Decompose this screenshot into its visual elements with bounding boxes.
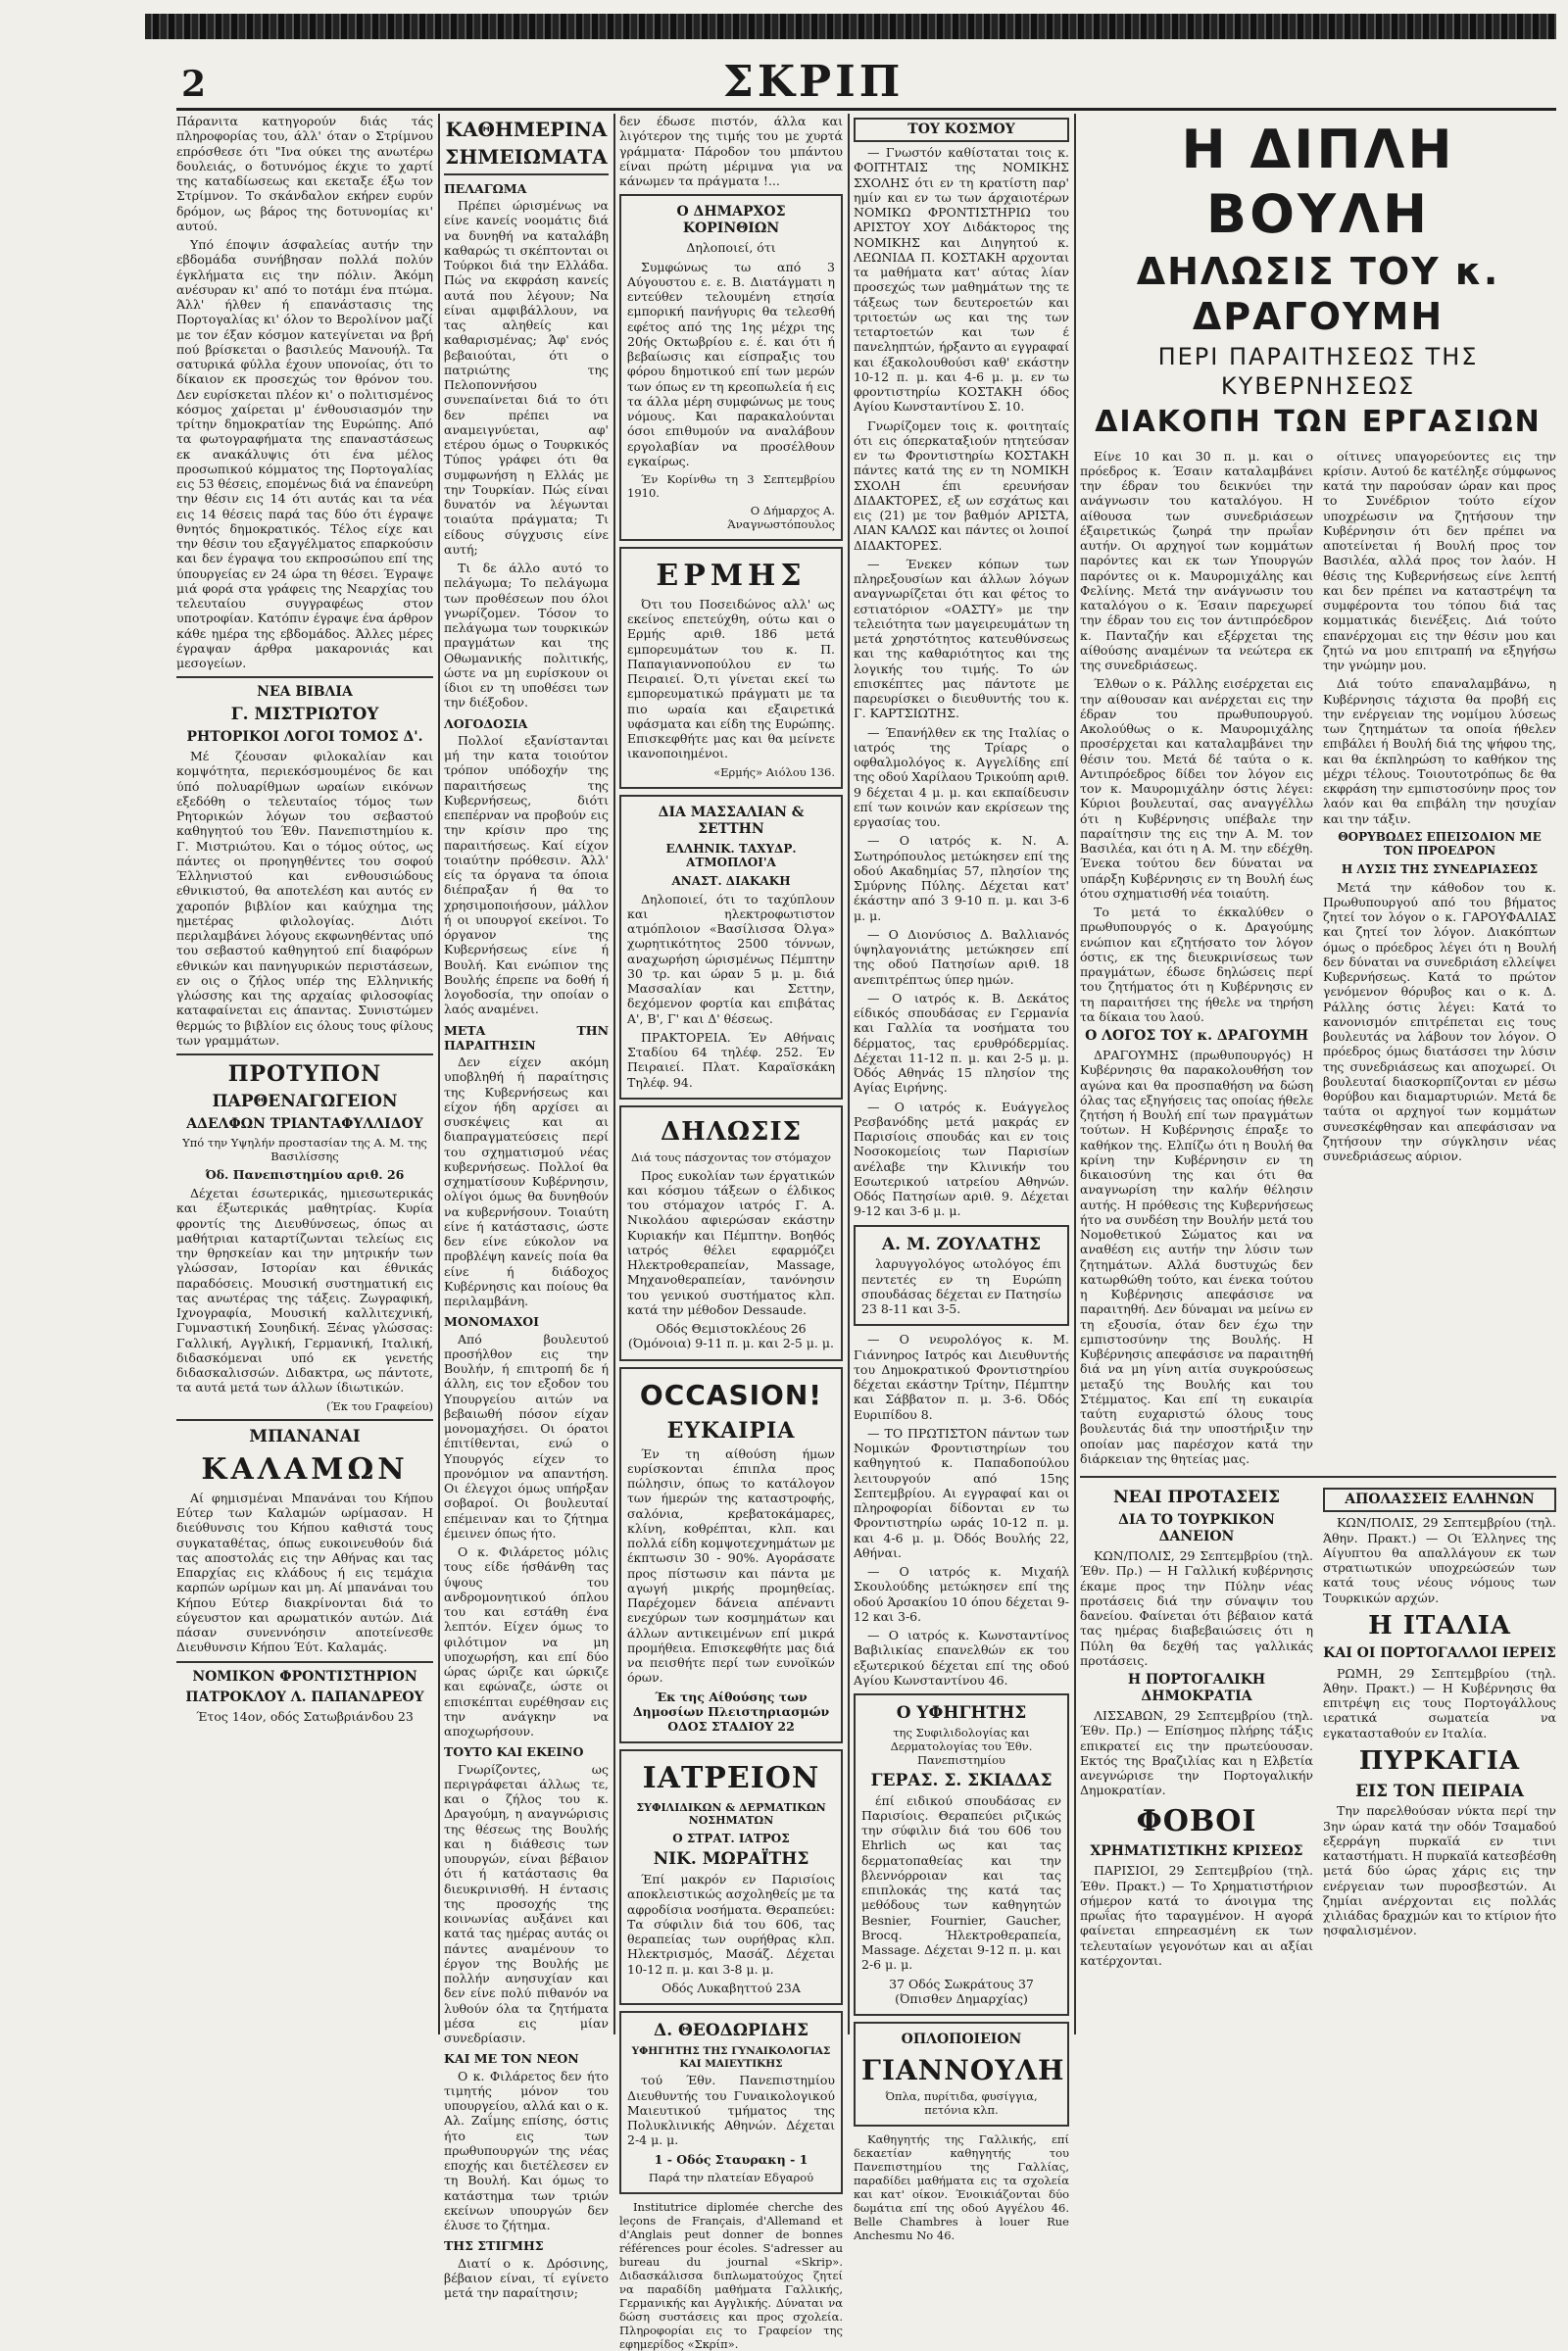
masthead: ΣΚΡΙΠ <box>722 57 905 107</box>
ad-address: Όδ. Πανεπιστημίου αριθ. 26 <box>205 1166 405 1182</box>
article-heading: Η ΛΥΣΙΣ ΤΗΣ ΣΥΝΕΔΡΙΑΣΕΩΣ <box>1341 862 1539 877</box>
telegram-title: ΧΡΗΜΑΤΙΣΤΙΚΗΣ ΚΡΙΣΕΩΣ <box>1090 1843 1303 1860</box>
ad-box <box>619 795 843 1100</box>
ad-address: ΠΡΑΚΤΟΡΕΙΑ. Έν Αθήναις Σταδίου 64 τηλέφ. 252. Έν Πειραιεί. Πλατ. Καραϊσκάκη Τηλέφ. 94. <box>627 1029 835 1090</box>
ad-text: Αί φημισμέναι Μπανάναι του Κήπου Εύτερ των Καλαμών ωρίμασαν. Η διεύθυνσις του Κήπου καθιστά τους συγκαταθέτας, όπως ευκοινευθούν διά τας αποστολάς εις την Αθήνας και τας Επαρχίας εις κλάδους ή εις τεμάχια καρπών ωρίμων και μη. Αί μπανάναι του Κήπου Εύτερ διακρίνονται διά το εύγευστον και αρωματικόν αυτών. Διά πάσαν συνεννόησιν αποτείνεσθε Διευθυνσιν Κήπου Έύτ. Καλαμάς. <box>176 1490 433 1655</box>
article-text: — Έπανήλθεν εκ της Ιταλίας ο ιατρός της Τρίαρς ο οφθαλμολόγος κ. Αγγελίδης επί της οδού Χαρίλαου Τρικούπη αριθ. 9 δέχεται 4 μ. μ. και εκπαίδευσιν επί των κοινών καν εκρίσεων της εργασίας του. <box>854 724 1069 830</box>
telegrams <box>1080 1484 1556 1972</box>
telegram-title: ΠΥΡΚΑΓΙΑ <box>1358 1745 1521 1776</box>
ad-title: Ο ΣΤΡΑΤ. ΙΑΤΡΟΣ <box>672 1831 790 1845</box>
ad-title: ΕΥΚΑΙΡΙΑ <box>666 1417 796 1444</box>
notice-box <box>619 194 843 541</box>
ad-subtitle: Υπό την Υψηλήν προστασίαν της Α. Μ. της Βασιλίσσης <box>182 1135 427 1163</box>
ad-title: ΥΦΗΓΗΤΗΣ ΤΗΣ ΓΥΝΑΙΚΟΛΟΓΙΑΣ ΚΑΙ ΜΑΙΕΥΤΙΚΗΣ <box>631 2044 831 2070</box>
telegram-title: ΔΙΑ ΤΟ ΤΟΥΡΚΙΚΟΝ ΔΑΝΕΙΟΝ <box>1118 1511 1275 1544</box>
ad-address: Οδός Λυκαβηττού 23Α <box>662 1980 801 1995</box>
section-heading: ΝΕΑ ΒΙΒΛΙΑ <box>257 684 353 701</box>
ad-address: Έκ της Αίθούσης των Δημοσίων Πλειστηριασμών ΟΔΟΣ ΣΤΑΔΙΟΥ 22 <box>632 1689 830 1735</box>
ad-subtitle: Όπλα, πυρίτιδα, φυσίγγια, πετόνια κλπ. <box>885 2089 1038 2118</box>
divider <box>1080 1476 1556 1478</box>
section-banner: ΣΗΜΕΙΩΜΑΤΑ <box>444 145 609 174</box>
section-banner: ΚΑΘΗΜΕΡΙΝΑ <box>445 118 608 141</box>
column-divider <box>613 114 615 2034</box>
telegram-text: ΚΩΝ/ΠΟΛΙΣ, 29 Σεπτεμβρίου (τηλ. Άθην. Πρακτ.) — Οι Έλληνες της Αίγυπτου θα απαλλάγουν εκ των στρατιωτικών υποχρεώσεών των κατά τους νέους νόμους των Τουρκικών αρχών. <box>1323 1515 1556 1605</box>
ad-title: ΠΑΡΘΕΝΑΓΩΓΕΙΟΝ <box>212 1091 398 1111</box>
ad-box <box>619 2011 843 2194</box>
article-text: — Ο ιατρός κ. Ευάγγελος Ρεσβανόδης μετά μακράς εν Παρισίοις σπουδάς και εν τοις Νοσοκομείοις των Παρισίων ανέλαβε την Κλινικήν του Εσωτερικού ιατρείου Αθηνών. Οδός Πατησίων αριθ. 9. Δέχεται 9-12 και 3-6 μ. μ. <box>854 1099 1069 1219</box>
article-heading: ΘΟΡΥΒΩΔΕΣ ΕΠΕΙΣΟΔΙΟΝ ΜΕ ΤΟΝ ΠΡΟΕΔΡΟΝ <box>1338 829 1542 858</box>
ad-title: ΔΗΛΩΣΙΣ <box>661 1116 802 1147</box>
ad-text: Έτος 14ον, οδός Σατωβριάνδου 23 <box>196 1708 414 1724</box>
ad-title: ΓΕΡΑΣ. Σ. ΣΚΙΑΔΑΣ <box>870 1770 1053 1790</box>
section-heading: ΤΟΥ ΚΟΣΜΟΥ <box>854 118 1069 142</box>
article-text: — Ο νευρολόγος κ. Μ. Γιάννηρος Ιατρός και Διευθυντής του Δημοκρατικού Φροντιστηρίου δέχεται εκάστην Τρίτην, Πέμπτην και Σάββατον π. μ. 3-6. Όδός Ευριπίδου 8. <box>854 1332 1069 1422</box>
column-3 <box>619 114 843 2351</box>
telegram-text: ΛΙΣΣΑΒΩΝ, 29 Σεπτεμβρίου (τηλ. Έθν. Πρ.) — Επίσημος πλήρης τάξις επικρατεί εις την πρωτεύουσαν. Εκτός της Βραζιλίας και η Ελβετία ανεγνώρισε την Πορτογαλικήν Δημοκρατίαν. <box>1080 1708 1313 1798</box>
article-left <box>1080 449 1313 1471</box>
article-heading: ΤΗΣ ΣΤΙΓΜΗΣ <box>444 2238 544 2254</box>
telegram-title: ΝΕΑΙ ΠΡΟΤΑΣΕΙΣ <box>1113 1488 1280 1508</box>
telegram-title: ΚΑΙ ΟΙ ΠΟΡΤΟΓΑΛΛΟΙ ΙΕΡΕΙΣ <box>1323 1645 1556 1662</box>
ad-title: ΝΟΜΙΚΟΝ ΦΡΟΝΤΙΣΤΗΡΙΟΝ <box>192 1668 417 1685</box>
article-text: Γνωρίζομεν τοις κ. φοιτηταίς ότι εις όπερκαταξιούν ητητεύσαν εν τω Φροντιστηρίω ΚΟΣΤΑΚΗ πάντες κατά της εν τη ΝΟΜΙΚΗ ΣΧΟΛΗ έπι ερευνήσαν ΔΙΔΑΚΤΟΡΕΣ, εξ ων εσχάτως και εις (21) με τον βαθμόν ΑΡΙΣΤΑ, ΛΙΑΝ ΚΑΛΩΣ και πάντες οι λοιποί ΔΙΔΑΚΤΟΡΕΣ. <box>854 417 1069 553</box>
article-text: Πάρανιτα κατηγορούν διάς τάς πληροφορίας του, άλλ' όταν ο Στρίμνου επρόσθεσε ότι "Ινα ούκει της ανωτέρω δουλειάς, ο δοτυνόμος έκχιε το χαρτί της καταδίωσεως και εκεταξε έξω τον Στρίμνον. Το σκάνδαλον εκήρεν ευρύν δρόμον, ως βάρος της δοτυνομίας κι' αυτού. <box>176 114 433 233</box>
telegram-title: ΦΟΒΟΙ <box>1136 1803 1257 1838</box>
ad-box <box>619 1105 843 1361</box>
telegram-text: ΚΩΝ/ΠΟΛΙΣ, 29 Σεπτεμβρίου (τηλ. Έθν. Πρ.) — Η Γαλλική κυβέρνησις έκαμε προς την Πύλην νέας προτάσεις διά την σύναψιν του δανείου. Φαίνεται ότι βέβαιον κατά τας ημέρας διαβεβαιώσεις ότι η Πύλη θα δεχθή τας γαλλικάς προτάσεις. <box>1080 1548 1313 1668</box>
ad-text: Δέχεται έσωτερικάς, ημιεσωτερικάς και έξωτερικάς μαθητρίας. Κυρία φροντίς της Διευθύνσεως, όπως αι μαθήτριαι καταρτίζωνται τελείως εις την θρησκείαν και την μητρικήν των γλώσσαν, Ιστορίαν και έθνικάς παραδόσεις. Μουσική συστηματική εις τας ανωτέρας της τάξεις. Ζωγραφική, Ιχνογραφία, Μουσική καλλιτεχνική, Γυμναστική Σουηδική. Ξένας γλώσσας: Γαλλική, Αγγλική, Γερμανική, Ιταλική, διδασκόμεναι υπό εκ γενετής διδασκαλισσών. Διδακτρα, ως πάντοτε, τα αυτά μετά των άλλων ίδιωτικών. <box>176 1186 433 1396</box>
ad-title: ΣΥΦΙΛΙΔΙΚΩΝ & ΔΕΡΜΑΤΙΚΩΝ ΝΟΣΗΜΑΤΩΝ <box>636 1800 826 1828</box>
article-text: — Γνωστόν καθίσταται τοις κ. ΦΟΙΤΗΤΑΙΣ της ΝΟΜΙΚΗΣ ΣΧΟΛΗΣ ότι εν τη κρατίστη παρ' ημίν και εν τω των άρχαιοτέρων ΝΟΜΙΚΩ ΦΡΟΝΤΙΣΤΗΡΙΩ του ΑΡΙΣΤΟΥ ΧΟΥ Διδάκτορος της ΝΟΜΙΚΗΣ και Διηγητού κ. ΛΕΩΝΙΔΑ Π. ΚΟΣΤΑΚΗ αρχονται τα μαθήματα κατ' αύτας λίαν προσεχώς των μαθημάτων της τε τάξεως των δευτεροετών και τριτοετών ως και της των τεταρτοετών και των έ πανεληπτών, ήρξαντο αι εγγραφαί και έξακολουθούσι καθ' εκάστην 10-12 π. μ. και 4-6 μ. μ. εν τω φροντιστηρίω ΚΟΣΤΑΚΗ όδος Αγίου Κωνσταντίνου Σ. 10. <box>854 145 1069 415</box>
subheadline: ΔΙΑΚΟΠΗ ΤΩΝ ΕΡΓΑΣΙΩΝ <box>1095 405 1542 439</box>
telegrams-left <box>1080 1484 1313 1972</box>
headline: ΔΗΛΩΣΙΣ ΤΟΥ κ. ΔΡΑΓΟΥΜΗ <box>1136 249 1500 339</box>
telegrams-right <box>1323 1484 1556 1972</box>
article-text: Γνωρίζοντες, ως περιγράφεται άλλως τε, και ο ζήλος του κ. Δραγούμη, η αναγνώρισις της θέσεως της Βουλής και η διάθεσις των υπουργών, είναι βέβαιον ότι ή κατάστασις θα διευκρινισθή. Η έντασις της προσοχής της κοινωνίας αυξάνει και κατά τας ημέρας αυτάς οι πάντες αναμένουν το έργον της Βουλής με πολλήν ανησυχίαν και δεν είνε πολύ πιθανόν να λυθούν όλα τα ζητήματα μέσα εις μίαν συνεδρίασιν. <box>444 1761 609 2046</box>
book-author: Γ. ΜΙΣΤΡΙΩΤΟΥ <box>230 705 379 725</box>
article-heading: Ο ΛΟΓΟΣ ΤΟΥ κ. ΔΡΑΓΟΥΜΗ <box>1085 1028 1308 1045</box>
article-text: Μέ ζέουσαν φιλοκαλίαν και κομψότητα, περιεκόσμουμένος δε και ύπό πολυαρίθμων ωραίων εικόνων εξεδόθη ο τελευταίος τόμος των Ρητορικών λόγων του σεβαστού καθηγητού του Έθν. Πανεπιστημίου κ. Γ. Μιστριώτου. Και ο τόμος ούτος, ως πάντες οι προηγηθέντες του σοφού Έλληνιστού και ενθουσιώδους εθνικιστού, θα αποτελέση και αυτός εν χαροπόν βιβλίον και καύχημα της ημετέρας φιλολογίας. Διότι περιλαμβάνει λόγους εκφωνηθέντας υπό του σεβαστού καθηγητού επί διαφόρων εθνικών και πανηγυρικών περιστάσεων, εν οις ο ζήλος υπέρ της Ελληνικής γλώσσης και της αρχαίας φιλοσοφίας καταφαίνεται εις άπαντας. Συνιστώμεν θερμώς το βιβλίον εις όλους τους φίλους των γραμμάτων. <box>176 749 433 1048</box>
ad-text: Καθηγητής της Γαλλικής, επί δεκαετίαν καθηγητής του Πανεπιστημίου της Γαλλίας, παραδίδει μαθήματα εις τα σχολεία και κατ' οίκον. Ένοικιάζονται δύο δωμάτια επί της οδού Αγγέλου 46. Belle Chambres à louer Rue Anchesmu No 46. <box>854 2132 1069 2243</box>
ad-title: Δ. ΘΕΟΔΩΡΙΔΗΣ <box>654 2021 808 2041</box>
ad-text: έπί ειδικού σπουδάσας εν Παρισίοις. Θεραπεύει ριζικώς την σύφιλιν διά του 606 του Ehrlich ως και τας δερματοπαθείας και την βλεννόρροιαν και τας επιπλοκάς της κατά τας μεθόδους των καθηγητών Besnier, Fournier, Gaucher, Brocq. Ήλεκτροθεραπεία, Massage. Δέχεται 9-12 π. μ. και 2-6 μ. μ. <box>861 1792 1061 1973</box>
telegram-text: ΡΩΜΗ, 29 Σεπτεμβρίου (τηλ. Άθην. Πρακτ.) — Η Κυβέρνησις θα επιτρέψη εις τους Πορτογάλλους ιερατικά σωματεία να εγκατασταθούν εν Ιταλία. <box>1323 1665 1556 1740</box>
column-5 <box>1080 114 1556 2034</box>
telegram-text: Την παρελθούσαν νύκτα περί την 3ην ώραν κατά την οδόν Τσαμαδού εξερράγη πυρκαϊά εν τινι καταστήματι. Η πυρκαϊά κατεσβέσθη μετά δύο ώρας χάρις εις την ενέργειαν των πυροσβεστών. Αι ζημίαι ανέρχονται εις πολλάς χιλιάδας δραχμών και το κτίριον ήτο ησφαλισμένον. <box>1323 1803 1556 1938</box>
ad-signature: «Ερμής» Αιόλου 136. <box>713 764 835 779</box>
ad-title: Α. Μ. ΖΟΥΛΑΤΗΣ <box>881 1234 1042 1254</box>
article-text: — Ο ιατρός κ. Μιχαήλ Σκουλούδης μετώκησεν επί της οδού Άρσακίου 10 όπου δέχεται 9-12 και 3-6. <box>854 1564 1069 1624</box>
ad-title: ΜΠΑΝΑΝΑΙ <box>249 1426 361 1446</box>
notice-text: Συμφώνως τω από 3 Αύγουστου ε. ε. Β. Διατάγματι η εντεύθεν τελουμένη ετησία εμπορική πανήγυρις θα τελεσθή εφέτος από της 1ης μέχρι της 20ής Οκτωβρίου ε. έ. και ότι ή βεβαίωσις και είσπραξις του φόρου δημοτικού επί των μερών των όπως εν τη κρεοπωλεία ή εις τα άλλα μέρη συμφώνως με τους νόμους. Και παρακαλούνται όσοι επιθυμούν να αναλάβουν εργολαβίαν να προσέλθουν εγκαίρως. <box>627 259 835 468</box>
article-heading: ΜΕΤΑ ΤΗΝ ΠΑΡΑΙΤΗΣΙΝ <box>444 1022 609 1053</box>
ad-title: ΚΑΛΑΜΩΝ <box>201 1452 409 1488</box>
article-heading: ΚΑΙ ΜΕ ΤΟΝ ΝΕΟΝ <box>444 2051 579 2067</box>
ad-text: Προς ευκολίαν των έργατικών και κόσμου τάξεων ο έλδικος του στόμαχον ιατρός Γ. Α. Νικολάου αφιερώσαν εκάστην Κυριακήν και Πέμπτην. Βοηθός ιατρός θέλει εφαρμόζει Ηλεκτροθεραπείαν, Massage, Μηχανοθεραπείαν, τανόνησιν του γενικού συστήματος κλπ. κατά την μέθοδον Dessaude. <box>627 1167 835 1317</box>
divider <box>176 1419 433 1421</box>
notice-place: Έν Κορίνθω τη 3 Σεπτεμβρίου 1910. <box>627 472 835 501</box>
column-1 <box>176 114 433 2034</box>
article-text: ΔΡΑΓΟΥΜΗΣ (πρωθυπουργός) Η Κυβέρνησις θα παρακολουθήση τον αγώνα και θα προσπαθήση να δώση όλας τας εξηγήσεις τας οποίας ήθελε ζητήση ή Βουλή επί των πραγμάτων τούτων. Η Κυβέρνησις έπραξε το καθήκον της. Ελπίζω ότι η Βουλή θα κρίνη την Κυβέρνησιν εν τη δικαιοσύνη της και ότι θα αναγνωρίση την καλήν θέλησιν αυτής. Η πρόθεσις της Κυβερνήσεως ήτο να συνδέση την Βουλήν μετά του Νομοθετικού Σώματος και να αναθέση εις αυτήν την λύσιν των ζητημάτων. Αλλά δυστυχώς δεν κατωρθώθη τούτο, και ένεκα τούτου η Κυβέρνησις απεφάσισε να παραιτηθή. Δεν δύναμαι να μείνω εν τη εξουσία, όταν δεν έχω την εμπιστοσύνην της Βουλής. Η Κυβέρνησις απεφάσισε να παραιτηθή διά να μη γίνη αιτία συγκρούσεως μεταξύ της Βουλής και του Στέμματος. Και επί τη ευκαιρία ταύτη ευχαριστώ όλους τους βουλευτάς διά την υποστήριξιν την οποίαν μας παρέσχον κατά την διάρκειαν της θητείας μας. <box>1080 1048 1313 1466</box>
ad-box <box>854 2022 1069 2127</box>
headline: Η ΔΙΠΛΗ ΒΟΥΛΗ <box>1181 119 1455 245</box>
ad-title: ΑΔΕΛΦΩΝ ΤΡΙΑΝΤΑΦΥΛΛΙΔΟΥ <box>186 1115 423 1132</box>
column-divider <box>1074 114 1076 2034</box>
article-text: — Ο ιατρός κ. Κωνσταντίνος Βαβιλικίας επανελθών εκ του εξωτερικού δέχεται επί της οδού Αγίου Κωνσταντίνου 46. <box>854 1628 1069 1688</box>
telegram-title: ΕΙΣ ΤΟΝ ΠΕΙΡΑΙΑ <box>1355 1781 1524 1801</box>
article-text: Ο κ. Φιλάρετος μόλις τους είδε ήσθάνθη τας ύψους του ανδρομονητικού όπλου του και εστάθη ένα λεπτόν. Είχεν όμως το φιλότιμον να μη υποχωρήση, και επί δύο ώρας ώριζε και ώρκιζε και εφώναζε, ώστε οι επισκέπται ευρέθησαν εις την ανάγκην να αποχωρήσουν. <box>444 1544 609 1739</box>
article-heading: ΠΕΛΑΓΩΜΑ <box>444 180 527 196</box>
article-right <box>1323 449 1556 1471</box>
ad-title: ΔΙΑ ΜΑΣΣΑΛΙΑΝ & ΣΕΤΤΗΝ <box>658 804 805 837</box>
telegram-title: ΑΠΟΛΑΣΣΕΙΣ ΕΛΛΗΝΩΝ <box>1323 1488 1556 1512</box>
ad-title: ΑΝΑΣΤ. ΔΙΑΚΑΚΗ <box>671 873 791 888</box>
ad-title: ΕΛΛΗΝΙΚ. ΤΑΧΥΔΡ. ΑΤΜΟΠΛΟΙ'Α <box>665 841 797 870</box>
ad-text: Έπί μακρόν εν Παρισίοις αποκλειστικώς ασχοληθείς με τα αφροδίσια νοσήματα. Θεραπεύει: Τα σύφιλιν διά του 606, τας θεραπείας των ουρήθρας κλπ. Ηλεκτρισμός, Μασάζ. Δέχεται 10-12 π. μ. και 3-8 μ. μ. <box>627 1872 835 1977</box>
ad-box <box>619 1749 843 2005</box>
page-number: 2 <box>181 64 207 105</box>
notice-subtitle: Δηλοποιεί, ότι <box>686 240 776 256</box>
article-text: Είνε 10 και 30 π. μ. και ο πρόεδρος κ. Έσαιν καταλαμβάνει την έδραν του δεικνύει την ανάγνωσιν του καταλόγου. Η αίθουσα των συνεδριάσεων έξαιρετικώς ζωηρά την πρωΐαν αυτήν. Οι αρχηγοί των κομμάτων παρόντες και εκ των Υπουργών παρόντες οι κ. Μαυρομιχάλης και Φελίνης. Μετά την ανάγνωσιν του καταλόγου ο κ. Έσαιν παρεχωρεί την έδραν του εις τον άντιπρόεδρον κ. Πανταζήν και εξέρχεται της αίθούσης αναμένων τα νεώτερα εκ της συνεδριάσεως. <box>1080 448 1313 673</box>
ad-title: ΠΡΟΤΥΠΟΝ <box>227 1061 382 1088</box>
divider <box>176 1053 433 1055</box>
article-text: — Ο Διονύσιος Δ. Βαλλιανός ύψηλαγονιάτης μετώκησεν επί της οδού Πατησίων αριθ. 18 ανεπιτρέπτως ύπερ ημών. <box>854 926 1069 987</box>
subheadline: ΠΕΡΙ ΠΑΡΑΙΤΗΣΕΩΣ ΤΗΣ ΚΥΒΕΡΝΗΣΕΩΣ <box>1157 343 1479 400</box>
ad-title: OCCASION! <box>639 1378 823 1411</box>
ad-address: 37 Οδός Σωκράτους 37 (Όπισθεν Δημαρχίας) <box>889 1976 1034 2006</box>
article-text: Δεν είχεν ακόμη υποβληθή ή παραίτησις της Κυβερνήσεως και είχον ήδη αρχίσει αι συσκέψεις και αι διαπραγματεύσεις περί του σχηματισμού νέας κυβερνήσεως. Πολλοί θα σχηματίσουν Κυβέρνησιν, ολίγοι όμως θα δυνηθούν να κυβερνήσουν. Τοιαύτη είνε ή κατάστασις, ώστε δεν είνε εύκολον να προβλέψη κανείς ποία θα είνε ή διάδοχος Κυβέρνησις και ποίους θα περιλαμβάνη. <box>444 1054 609 1309</box>
article-text: Ο κ. Φιλάρετος δεν ήτο τιμητής μόνον του υπουργείου, αλλά και ο κ. Αλ. Ζαΐμης επίσης, όστις ήτο εις των πρωθυπουργών της νέας εποχής και διετέλεσεν εν τη Βουλή. Και όμως το κατάστημα των τριών εκείνων υπουργών δεν έλυσε το ζήτημα. <box>444 2068 609 2233</box>
telegram-text: ΠΑΡΙΣΙΟΙ, 29 Σεπτεμβρίου (τηλ. Έθν. Πρακτ.) — Το Χρηματιστήριον σήμερον κατά το άνοιγμα της πρωΐας ήτο ταραγμένον. Η αγορά φαίνεται επηρεασμένη εκ των τελευταίων γεγονότων και αι αξίαι κατέρχονται. <box>1080 1863 1313 1968</box>
ad-text: λαρυγγολόγος ωτολόγος έπι πεντετές εν τη Ευρώπη σπουδάσας δέχεται εν Πατησίω 23 8-11 και 3-5. <box>861 1256 1061 1317</box>
ad-title: ΕΡΜΗΣ <box>656 559 807 594</box>
ad-title: ΝΙΚ. ΜΩΡΑΪΤΗΣ <box>653 1849 809 1870</box>
article-text: δεν έδωσε πιστόν, άλλα και λιγότερον της τιμής του με χυρτά γράμματα· Πάροδον του μπάντου είναι πρώτη μέριμνα για να κάνωμεν τα πράγματα !... <box>619 114 843 188</box>
divider <box>176 676 433 678</box>
ad-note: Παρά την πλατείαν Εδγαρού <box>648 2170 814 2184</box>
telegram-title: Η ΠΟΡΤΟΓΑΛΙΚΗ ΔΗΜΟΚΡΑΤΙΑ <box>1127 1672 1266 1705</box>
column-divider <box>438 114 440 2034</box>
article-text: Μετά την κάθοδον του κ. Πρωθυπουργού από του βήματος ζητεί τον λόγον ο κ. ΓΑΡΟΥΦΑΛΙΑΣ και ζητεί τον λόγον. Διακόπτων όμως ο πρόεδρος λέγει ότι η Βουλή δεν δύναται να συνεδριάση ελλείψει Κυβερνήσεως. Κατά το πρώτον γενόμενον θόρυβος και ο κ. Δ. Ράλλης όστις λέγει: Κατά το κανονισμόν επιτρέπεται εις τους βουλευτάς να λάβουν τον λόγον. Ο πρόεδρος όμως διατάσσει την λύσιν της συνεδριάσεως και αποχωρεί. Οι βουλευταί διασκορπίζονται εν μέσω θορύβου και διαμαρτυριών. Μετά δε ταύτα οι αρχηγοί των κομμάτων συνεσκέφθησαν και απεφάσισαν να ζητήσουν την σύγκλησιν νέας συνεδριάσεως αύριον. <box>1323 879 1556 1164</box>
header-rule <box>176 108 1556 111</box>
column-2 <box>444 114 609 2301</box>
ad-title: ΠΑΤΡΟΚΛΟΥ Λ. ΠΑΠΑΝΔΡΕΟΥ <box>185 1689 424 1705</box>
ad-text: Δηλοποιεί, ότι το ταχύπλουν και ηλεκτροφωτιστον ατμόπλοιον «Βασίλισσα Όλγα» χωρητικότητος 2500 τόννων, αναχωρήση ώρισμένως Πέμπτην 30 τρ. και ώραν 5 μ. μ. διά Μασσαλίαν και Σεττην, δεχόμενον φορτία και επιβάτας Α', Β', Γ' και Δ' θέσεως. <box>627 891 835 1026</box>
article-text: Από βουλευτού προσήλθον εις την Βουλήν, ή επιτροπή δε ή άλλη, εις τον εξοδον του Υπουργείου αιτών να βεβαιωθή πόσον είχαν μονομαχήσει. Οι όρατοι έπιτίθενται, ενώ ο Υπουργός είχεν το προνόμιον να απαντήση. Οι έλεγχοι όμως υπήρξαν σοβαροί. Οι βουλευταί επέμειναν και το ζήτημα έμεινεν όπως ήτο. <box>444 1331 609 1541</box>
ad-text: Institutrice diplomée cherche des leçons de Français, d'Allemand et d'Anglais peut donner de bonnes références pour écoles. S'adresser au bureau du journal «Skrip». Διδασκάλισσα διπλωματούχος ζητεί να παραδίδη μαθήματα Γαλλικής, Γερμανικής και Αγγλικής. Δύναται να δώση συστάσεις και προς σχολεία. Πληροφορίαι εις το Γραφείον της εφημερίδος «Σκρίπ». <box>619 2199 843 2351</box>
ad-subtitle: Διά τους πάσχοντας τον στόμαχον <box>630 1150 832 1164</box>
article-text: οίτινες υπαγορεύοντες εις την κρίσιν. Αυτού δε κατέληξε σύμφωνος κατά την παρούσαν ώραν και προς το Συνέδριον τούτο είχον υποχρέωσιν να ζητήσουν την Κυβέρνησιν ότι δεν πρέπει να αποτείνεται ή Βουλή προς τον Βασιλέα, αλλά προς τον λαόν. Η θέσις της Κυβερνήσεως είνε λεπτή και δεν πρέπει να καταστρέψη τα συμφέροντα του τόπου διά τας κομματικάς διενέξεις. Διά τούτο επανέρχομαι εις την θέσιν μου και ζητώ να μου επιτραπή να εξηγήσω την γνώμην μου. <box>1323 448 1556 673</box>
article-text: Πρέπει ώρισμένως να είνε κανείς νοομάτις διά να δυνηθή να καταλάβη καθαρώς τι σκέπτονται οι Τούρκοι διά την Ελλάδα. Πώς να εκφράση κανείς αυτά που λέγουν; Να είναι αμφιβάλλουν, να τας αληθείς και καθαρισμένας; Άφ' ενός βεβαιούται, ότι ο πατριώτης της Πελοποννήσου συνεπαίνεται διά το ότι δεν πρέπει να αναμειγνύεται, αφ' ετέρου όμως ο Τουρκικός Τύπος γράφει ότι θα συμφωνήση η Ελλάς με την Τουρκίαν. Πώς είναι δυνατόν να λέγωνται τοιαύτα πράγματα; Τι είδους σύγχυσις είνε αυτή; <box>444 198 609 557</box>
ad-title: ΟΠΛΟΠΟΙΕΙΟΝ <box>901 2032 1022 2048</box>
top-dark-band <box>145 14 1556 39</box>
telegram-title: Η ΙΤΑΛΙΑ <box>1368 1610 1511 1641</box>
ad-signature: (Έκ του Γραφείου) <box>325 1398 433 1413</box>
article-text: — Ο ιατρός κ. Ν. Α. Σωτηρόπουλος μετώκησεν επί της οδού Ακαδημίας 57, πλησίον της Σμύρνης Πύλης. Δέχεται κατ' έκάστην από 3 9-10 π. μ. και 3-6 μ. μ. <box>854 833 1069 923</box>
notice-title: Ο ΔΗΜΑΡΧΟΣ ΚΟΡΙΝΘΙΩΝ <box>676 204 786 237</box>
article-text: — ΤΟ ΠΡΩΤΙΣΤΟΝ πάντων των Νομικών Φροντιστηρίων του καθηγητού κ. Παπαδοπούλου λειτουργούν από 15ης Σεπτεμβρίου. Αι εγγραφαί και οι πληροφορίαι δίδονται εν τω Φροντιστηρίω ωράς 10-12 π. μ. και 4-6 μ. μ. Όδός Βουλής 22, Αθήναι. <box>854 1425 1069 1560</box>
article-heading: ΜΟΝΟΜΑΧΟΙ <box>444 1314 540 1330</box>
column-divider <box>848 114 850 2034</box>
ad-subtitle: της Συφιλιδολογίας και Δερματολογίας του Έθν. Πανεπιστημίου <box>890 1725 1033 1767</box>
article-text: Πολλοί εξανίστανται μή την κατα τοιούτον τρόπον υπόδοχήν της παραιτήσεως της Κυβερνήσεως, διότι επεπέρναν να προβούν εις την κρίσιν προ της παραιτήσεως. Καί είχον τοιαύτην πρόθεσιν. Άλλ' είς τα όργανα τα όποια διέπραξαν ή θα το χρησιμοποιήσουν, μάλλον ή οι υπουργοί εκείνοι. Το όργανον της Κυβερνήσεως είνε ή Βουλή. Και ενώπιον της Βουλής έπρεπε να δοθή ή λογοδοσία, την οποίαν ο λαός αναμένει. <box>444 732 609 1017</box>
ad-title: ΙΑΤΡΕΙΟΝ <box>642 1761 820 1796</box>
ad-text: Ότι του Ποσειδώνος αλλ' ως εκείνος επετεύχθη, ούτω και ο Ερμής αριθ. 186 μετά εμπορευμάτων του κ. Π. Παπαγιαννοπούλου εν τω Πειραιεί. Ό,τι γίνεται εκεί τω εμπορευματικώ πράγματι με τα πιο ωραία και εξαιρετικά υφάσματα και είδη της Ευρώπης. Επισκεφθήτε μας και θα μείνετε ικανοποιημένοι. <box>627 596 835 761</box>
column-4 <box>854 114 1069 2243</box>
ad-title: Ο ΥΦΗΓΗΤΗΣ <box>896 1703 1027 1724</box>
ad-box <box>854 1693 1069 2016</box>
article-text: Υπό έποψιν άσφαλείας αυτήν την εβδομάδα συνήβησαν πολλά πολύν έγκλήματα εις την πόλιν. Άκόμη ανέσυραν κι' από το ποτάμι ένα πτώμα. Άλλ' ήλθεν ή επανάστασις της Πορτογαλίας κι' όλον το Βερολίνον μαζί με τον έξαν κόσμον κατεγίνεται να βρή πού βρίσκεται ο βασιλεύς Μανουήλ. Τα σατυρικά φύλλα έχουν υπονοίας, ότι το δίκαιον εκ προσεχώς τον θρόνον του. Δεν ευρίσκεται πλέον κι' ο πολιτισμένος κόσμος χαίρεται μ' ένθουσιασμόν την τρίτην δημοκρατίαν της Ευρώπης. Από τα φωτογραφήματα της επαναστάσεως εκ ανακάλυψις ότι ένα μέλος προσωπικού κόμματος της Πορτογαλίας εις 53 θέσεις, επομένως διά να έπανεύρη την θέσιν εις 14 ότι αυτάς και τα νέα εις 14 θέσεις παρά τας δύο ότι έγραψε θνητός δημοκρατικός. Τέλος είχε και την θέσιν του εξαγγέλματος επαρκούσιν και δεν έγραψα του εκπροσώπου επί της ύπουργείας εν 24 ώρα τη θέσει. Έγραψε μιά φορά στα γράφεις της Νεαρχίας του τελευταίου συγγραφέως στον υποτροφίαν. Κατόπιν έγραψε ένα άρθρον κάθε ημέρα της εβδομάδος. Άλλες μέρες έγραψαν άρθρα μακαρονιάς και μεσογείων. <box>176 237 433 670</box>
notice-signature: Ο Δήμαρχος Α. Άναγνωστόπουλος <box>727 504 835 532</box>
article-text: Διατί ο κ. Δρόσινης, βέβαιον είναι, τί εγίνετο μετά την παραίτησιν; <box>444 2255 609 2301</box>
ad-text: Έν τη αίθούση ήμων ευρίσκονται έπιπλα προς πώλησιν, όπως το κατάλογον των ήμερών της καταστροφής, σαλόνια, κρεβατοκάμαρες, κλίνη, κοθρέπται, κλπ. και πολλά είδη κομψοτεχνημάτων με έκπτωσιν 30 - 90%. Αγοράσατε προς πίστωσιν και πάντα με αγωγή μικρής προμηθείας. Παρέχομεν δάνεια απέναντι ενεχύρων των κοσμημάτων και άλλων αντικειμένων επί μικρά προμήθεια. Επισκεφθήτε μας διά να πεισθήτε περί των ευνοϊκών όρων. <box>627 1445 835 1686</box>
article-text: Διά τούτο επαναλαμβάνω, η Κυβέρνησις τάχιστα θα προβή εις την ενέργειαν της νομίμου λύσεως των ζητημάτων τα οποία ήθελεν επιβάλει ή Βουλή διά της ψήφου της, και θα έκπληρώση το καθήκον της μέχρι τέλους. Τοιουτοτρόπως δε θα εκφράση την εμπιστοσύνην προς τον λαόν και θα επιβάλη την ησυχίαν και την τάξιν. <box>1323 676 1556 826</box>
article-text: Τι δε άλλο αυτό το πελάγωμα; Το πελάγωμα των προθέσεων που όλοι γνωρίζομεν. Τόσον το πελάγωμα των τουρκικών πραγμάτων και της Οθωμανικής πολιτικής, ώστε να μη ευρίσκουν οι ίδιοι εν τη υποθέσει των την διέξοδον. <box>444 561 609 710</box>
article-text: — Ένεκεν κόπων των πληρεξουσίων και άλλων λόγων αναγνωρίζεται ότι και φέτος το εστιατόριον «ΟΑΣΤΥ» με την τελειότητα των μαγειρευμάτων τη μετά χρηστότητος κατευθύνσεως και της καθαριότητος και της λογικής του τιμής. Το ών επισκέπτες μας πάντοτε με παρευρίσκει ο διευθυντής του κ. Γ. ΚΑΡΤΣΙΩΤΗΣ. <box>854 556 1069 721</box>
article-text: — Ο ιατρός κ. Β. Δεκάτος είδικός σπουδάσας εν Γερμανία και Γαλλία τα νοσήματα του δέρματος, τας ερυθρόδερμίας. Δέχεται 11-12 π. μ. και 2-5 μ. μ. Όδός Αθηνάς 15 πλησίον της Αγίας Ειρήνης. <box>854 990 1069 1096</box>
ad-box <box>619 547 843 788</box>
ad-title: ΓΙΑΝΝΟΥΛΗ <box>861 2054 1065 2087</box>
article-text: Το μετά το έκκαλύθεν ο πρωθυπουργός ο κ. Δραγούμης ενώπιον και εζητήσατο τον λόγον όστις, εκ της διευκρινίσεως των πραγμάτων, έδωσε δηλώσεις περί του ζητήματος ότι η Κυβέρνησις εν τη παραιτήσει της ήθελε να τηρήση τα δίκαια του λαού. <box>1080 905 1313 1024</box>
ad-address: 1 - Οδός Σταυρακη - 1 <box>654 2151 808 2167</box>
ad-text: τού Έθν. Πανεπιστημίου Διευθυντής του Γυναικολογικού Μαιευτικού τμήματος της Πολυκλινικής Αθηνών. Δέχεται 2-4 μ. μ. <box>627 2073 835 2148</box>
ad-address: Οδός Θεμιστοκλέους 26 (Όμόνοια) 9-11 π. μ. και 2-5 μ. μ. <box>628 1321 834 1351</box>
article-text: Έλθων ο κ. Ράλλης εισέρχεται εις την αίθουσαν και ανέρχεται εις την έδραν του πρωθυπουργού. Ακολούθως ο κ. Μαυρομιχάλης προσέρχεται και καταλαμβάνει την θέσιν του. Μετά δέ ταύτα ο κ. Αντιπρόεδρος δίδει τον λόγον εις τον κ. Μαυρομιχάλην όστις λέγει: Κύριοι βουλευταί, σας αναγγέλλω ότι η Κυβέρνησις υπέβαλε την παραίτησιν της εις την Α. Μ. τον Βασιλέα, και ότι η Α. Μ. την εδέχθη. Ένεκα τούτου δεν δύναται να υπάρξη Κυβέρνησις εν τη Βουλή έως ότου σχηματισθή νέα τοιαύτη. <box>1080 676 1313 901</box>
divider <box>176 1661 433 1663</box>
ad-box <box>619 1367 843 1744</box>
two-column-article <box>1080 449 1556 1471</box>
article-heading: ΛΟΓΟΔΟΣΙΑ <box>444 715 528 731</box>
book-title: ΡΗΤΟΡΙΚΟΙ ΛΟΓΟΙ ΤΟΜΟΣ Δ'. <box>186 729 423 746</box>
ad-box <box>854 1225 1069 1327</box>
article-heading: ΤΟΥΤΟ ΚΑΙ ΕΚΕΙΝΟ <box>444 1744 584 1760</box>
